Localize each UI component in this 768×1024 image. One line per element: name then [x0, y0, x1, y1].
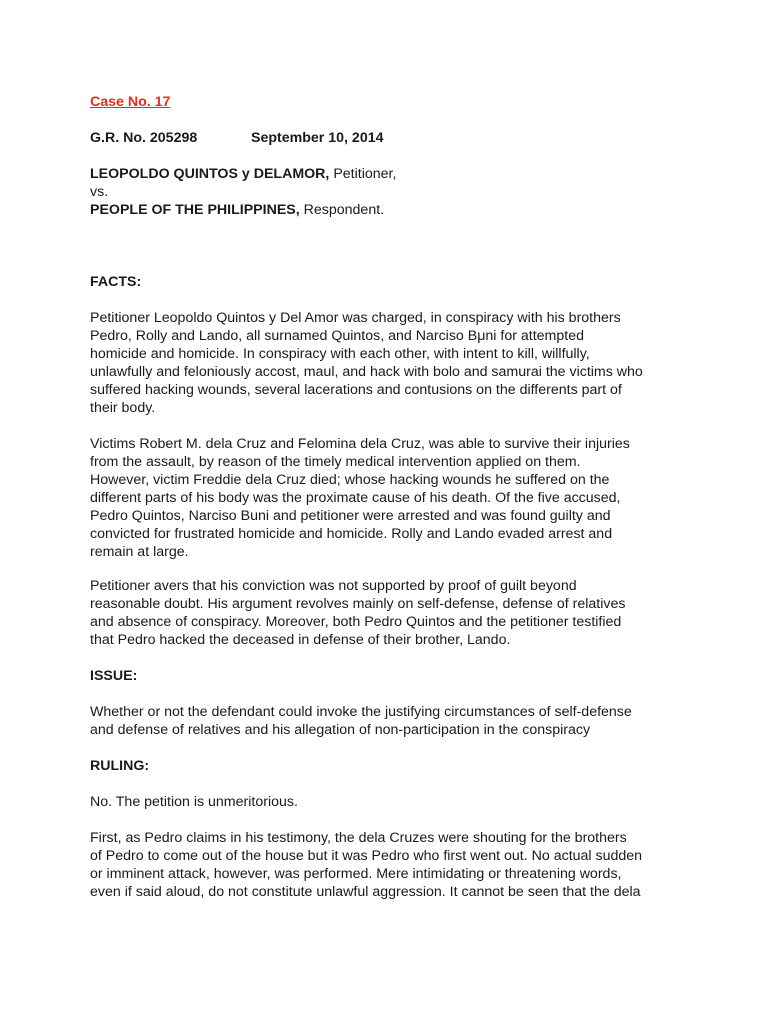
text-line: Pedro, Rolly and Lando, all surnamed Quintos, and Narciso Bμni for attempted: [90, 328, 584, 344]
case-number: Case No. 17: [90, 94, 171, 110]
text-line: different parts of his body was the proximate cause of his death. Of the five accused,: [90, 490, 621, 506]
issue-heading: ISSUE:: [90, 668, 138, 684]
respondent-line: [90, 201, 690, 219]
text-line: No. The petition is unmeritorious.: [90, 794, 298, 810]
text-line: and absence of conspiracy. Moreover, both Pedro Quintos and the petitioner testified: [90, 614, 622, 630]
petitioner-role: Petitioner,: [329, 166, 397, 182]
respondent-name: PEOPLE OF THE PHILIPPINES,: [90, 202, 300, 218]
versus-line: vs.: [90, 184, 109, 200]
petitioner-line: [90, 165, 690, 183]
ruling-heading: RULING:: [90, 758, 150, 774]
text-line: homicide and homicide. In conspiracy with each other, with intent to kill, willfully,: [90, 346, 590, 362]
respondent-role: Respondent.: [299, 202, 385, 218]
ruling-paragraph-1: [90, 793, 690, 811]
text-line: However, victim Freddie dela Cruz died; whose hacking wounds he suffered on the: [90, 472, 610, 488]
text-line: Petitioner avers that his conviction was not supported by proof of guilt beyond: [90, 578, 577, 594]
text-line: convicted for frustrated homicide and homicide. Rolly and Lando evaded arrest and: [90, 526, 613, 542]
text-line: suffered hacking wounds, several lacerations and contusions on the differents part of: [90, 382, 622, 398]
text-line: Petitioner Leopoldo Quintos y Del Amor was charged, in conspiracy with his brothers: [90, 310, 621, 326]
ruling-paragraph-2: [90, 829, 690, 901]
facts-paragraph-3: [90, 577, 690, 649]
text-line: Whether or not the defendant could invoke the justifying circumstances of self-defense: [90, 704, 632, 720]
case-parties: [90, 165, 690, 219]
case-reference-line: [90, 129, 690, 147]
text-line: even if said aloud, do not constitute unlawful aggression. It cannot be seen that the dela: [90, 884, 641, 900]
text-line: or imminent attack, however, was performed. Mere intimidating or threatening words,: [90, 866, 622, 882]
issue-paragraph: [90, 703, 690, 739]
facts-paragraph-2: [90, 435, 690, 561]
text-line: and defense of relatives and his allegation of non-participation in the conspiracy: [90, 722, 591, 738]
gr-number: G.R. No. 205298: [90, 130, 198, 146]
decision-date: September 10, 2014: [251, 130, 384, 146]
text-line: their body.: [90, 400, 156, 416]
text-line: remain at large.: [90, 544, 189, 560]
text-line: unlawfully and feloniously accost, maul, and hack with bolo and samurai the victims who: [90, 364, 643, 380]
text-line: from the assault, by reason of the timely medical intervention applied on them.: [90, 454, 581, 470]
facts-heading: FACTS:: [90, 274, 142, 290]
text-line: Victims Robert M. dela Cruz and Felomina dela Cruz, was able to survive their injuries: [90, 436, 630, 452]
text-line: First, as Pedro claims in his testimony, the dela Cruzes were shouting for the brothers: [90, 830, 627, 846]
text-line: reasonable doubt. His argument revolves mainly on self-defense, defense of relatives: [90, 596, 626, 612]
text-line: Pedro Quintos, Narciso Buni and petitioner were arrested and was found guilty and: [90, 508, 611, 524]
text-line: that Pedro hacked the deceased in defense of their brother, Lando.: [90, 632, 511, 648]
text-line: of Pedro to come out of the house but it was Pedro who first went out. No actual sudden: [90, 848, 643, 864]
facts-paragraph-1: [90, 309, 690, 417]
petitioner-name: LEOPOLDO QUINTOS y DELAMOR,: [90, 166, 330, 182]
